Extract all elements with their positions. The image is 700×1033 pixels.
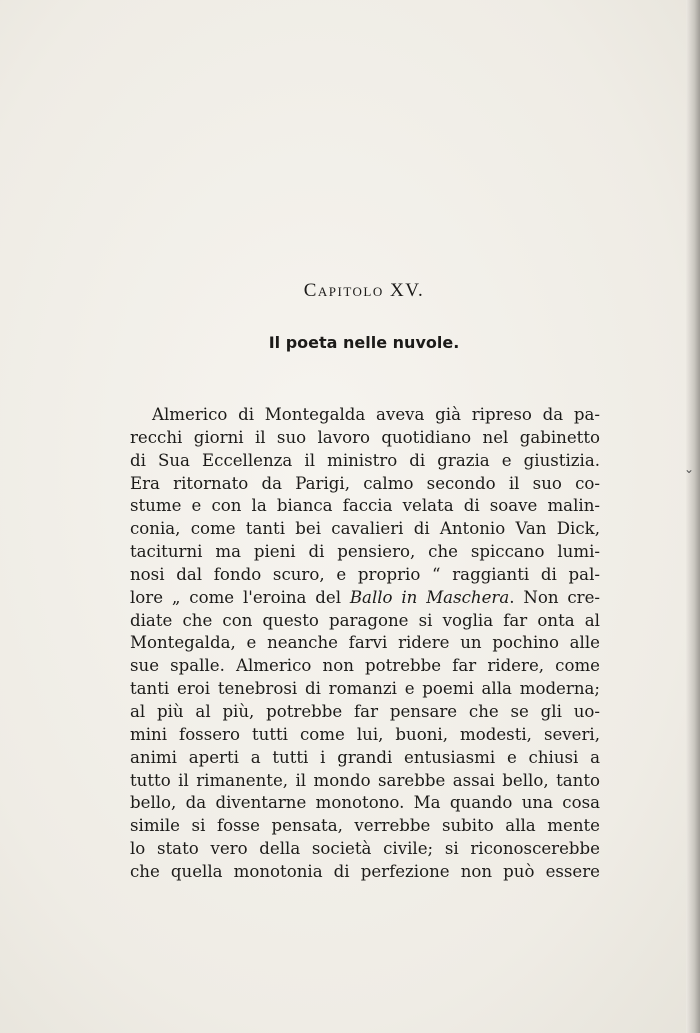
text-line: stume e con la bianca faccia velata di soave malin- — [130, 496, 600, 516]
text-line: al più al più, potrebbe far pensare che se gli uo- — [130, 701, 600, 721]
text-line: lore „ come l'eroina del Ballo in Maschera. Non cre- — [130, 587, 600, 607]
text-line: Montegalda, e neanche farvi ridere un pochino alle — [130, 633, 600, 653]
text-line: nosi dal fondo scuro, e proprio “ raggianti di pal- — [130, 564, 600, 584]
text-line: di Sua Eccellenza il ministro di grazia e giustizia. — [130, 450, 600, 470]
text-line: che quella monotonia di perfezione non può essere — [130, 861, 600, 881]
text-line: Era ritornato da Parigi, calmo secondo il suo co- — [130, 473, 600, 493]
margin-mark: ⌄ — [683, 462, 694, 476]
text-line: taciturni ma pieni di pensiero, che spiccano lumi- — [130, 542, 600, 562]
chapter-heading — [0, 280, 700, 302]
page-edge-shadow — [683, 0, 700, 1033]
text-line: simile si fosse pensata, verrebbe subito alla mente — [130, 816, 600, 836]
opera-title: Ballo in Maschera — [349, 587, 510, 607]
text-line: recchi giorni il suo lavoro quotidiano nel gabinetto — [130, 427, 600, 447]
text-line: bello, da diventarne monotono. Ma quando una cosa — [130, 793, 600, 813]
chapter-heading-text: Capitolo XV. — [303, 280, 425, 301]
text-line: Almerico di Montegalda aveva già ripreso da pa- — [152, 405, 600, 424]
chapter-title: Il poeta nelle nuvole. — [268, 333, 460, 352]
text-line: conia, come tanti bei cavalieri di Antonio Van Dick, — [130, 519, 600, 539]
text-line: tutto il rimanente, il mondo sarebbe assai bello, tanto — [130, 770, 600, 790]
text-line: animi aperti a tutti i grandi entusiasmi e chiusi a — [130, 747, 600, 767]
text-line: lo stato vero della società civile; si riconoscerebbe — [130, 839, 600, 859]
body-text — [130, 404, 600, 884]
text-line: mini fossero tutti come lui, buoni, modesti, severi, — [130, 724, 600, 744]
text-line: diate che con questo paragone si voglia far onta al — [130, 610, 600, 630]
text-line: tanti eroi tenebrosi di romanzi e poemi alla moderna; — [130, 679, 600, 699]
text-line: sue spalle. Almerico non potrebbe far ridere, come — [130, 656, 600, 676]
